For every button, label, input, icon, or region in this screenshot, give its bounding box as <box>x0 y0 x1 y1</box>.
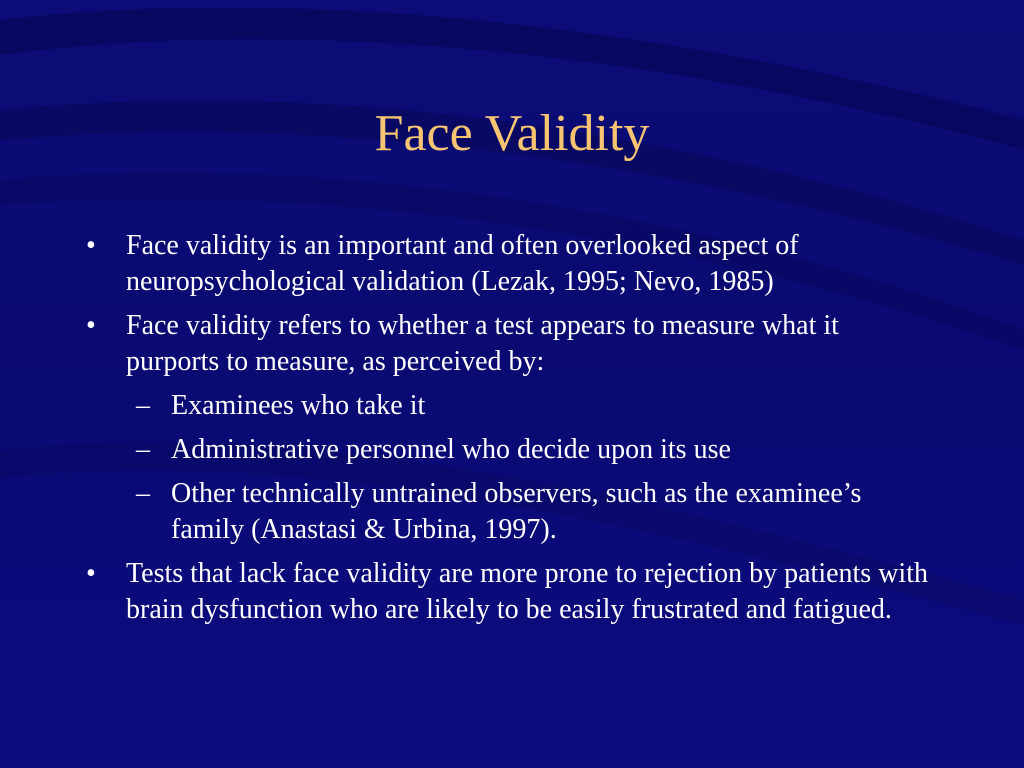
sub-bullet-item <box>86 432 936 468</box>
bullet-item <box>86 556 936 628</box>
sub-bullet-marker: – <box>136 478 150 509</box>
sub-bullet-marker: – <box>136 390 150 421</box>
bullet-item <box>86 228 936 300</box>
bullet-marker: • <box>86 558 96 589</box>
sub-bullet-item <box>86 476 936 548</box>
sub-bullet-text: Administrative personnel who decide upon its use <box>171 434 731 465</box>
bullet-item <box>86 308 936 380</box>
bullet-list <box>86 228 936 628</box>
bullet-marker: • <box>86 310 96 341</box>
bullet-marker: • <box>86 230 96 261</box>
sub-bullet-text: Other technically untrained observers, such as the examinee’s family (Anastasi & Urbina, 1997). <box>171 478 862 545</box>
sub-bullet-item <box>86 388 936 424</box>
bullet-text: Tests that lack face validity are more prone to rejection by patients with brain dysfunction who are likely to be easily frustrated and fatigued. <box>126 558 928 625</box>
sub-bullet-text: Examinees who take it <box>171 390 426 421</box>
slide-title: Face Validity <box>374 105 650 162</box>
bullet-text: Face validity is an important and often overlooked aspect of neuropsychological validation (Lezak, 1995; Nevo, 1985) <box>126 230 799 297</box>
sub-bullet-marker: – <box>136 434 150 465</box>
bullet-text: Face validity refers to whether a test appears to measure what it purports to measure, as perceived by: <box>126 310 839 377</box>
